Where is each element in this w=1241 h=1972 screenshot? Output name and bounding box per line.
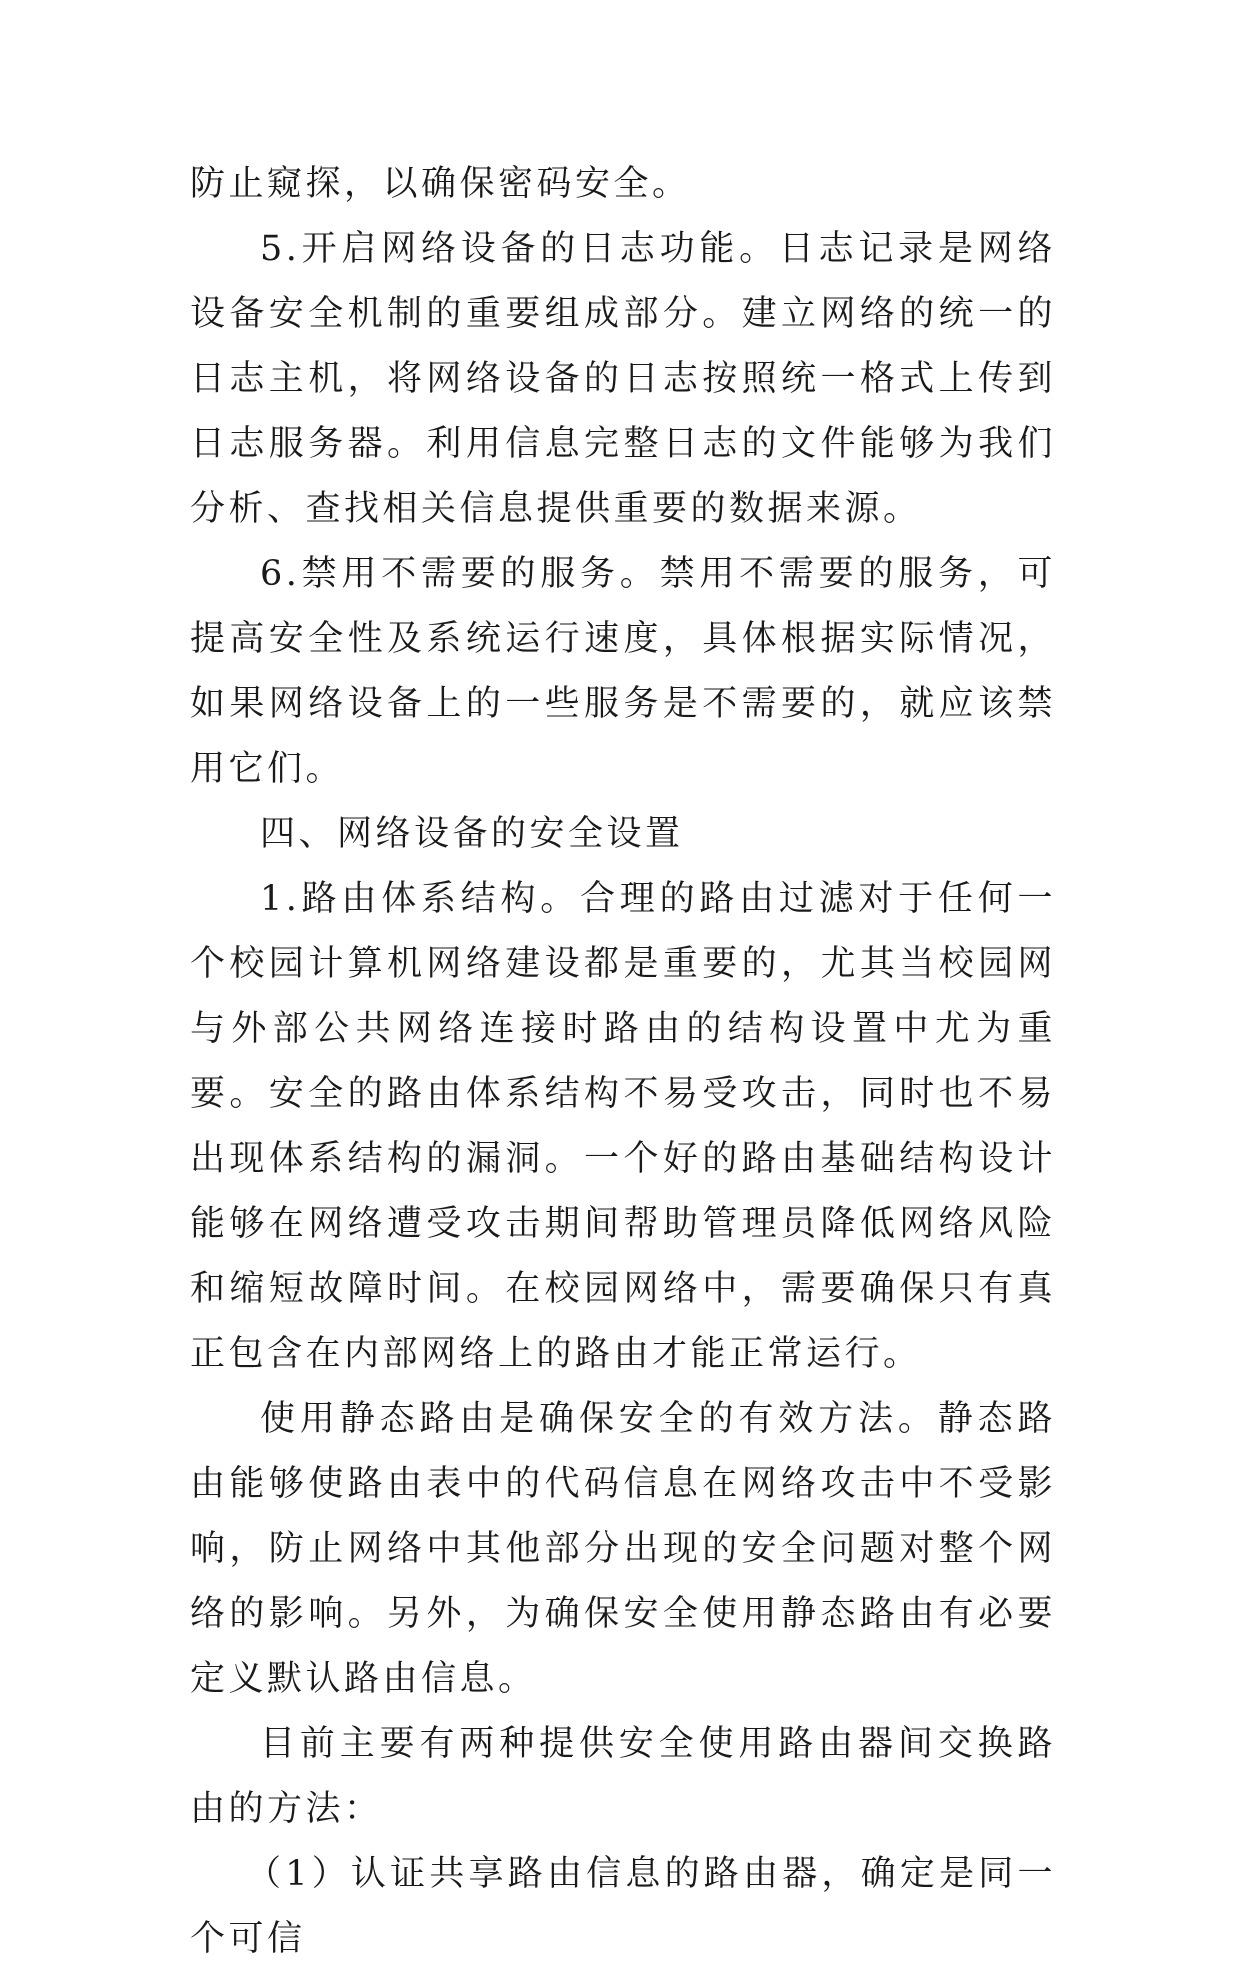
document-body <box>190 152 1056 1972</box>
paragraph-logging: 5.开启网络设备的日志功能。日志记录是网络设备安全机制的重要组成部分。建立网络的统一的日志主机，将网络设备的日志按照统一格式上传到日志服务器。利用信息完整日志的文件能够为我们分析、查找相关信息提供重要的数据来源。 <box>190 229 1056 529</box>
paragraph-routing-architecture: 1.路由体系结构。合理的路由过滤对于任何一个校园计算机网络建设都是重要的，尤其当校园网与外部公共网络连接时路由的结构设置中尤为重要。安全的路由体系结构不易受攻击，同时也不易出现体系结构的漏洞。一个好的路由基础结构设计能够在网络遭受攻击期间帮助管理员降低网络风险和缩短故障时间。在校园网络中，需要确保只有真正包含在内部网络上的路由才能正常运行。 <box>190 879 1056 1374</box>
paragraph-continuation: 防止窥探，以确保密码安全。 <box>190 164 691 204</box>
paragraph-two-methods: 目前主要有两种提供安全使用路由器间交换路由的方法： <box>190 1724 1056 1829</box>
paragraph-disable-services: 6.禁用不需要的服务。禁用不需要的服务，可提高安全性及系统运行速度，具体根据实际情况，如果网络设备上的一些服务是不需要的，就应该禁用它们。 <box>190 554 1056 789</box>
section-heading: 四、网络设备的安全设置 <box>260 814 684 854</box>
list-item-1: （1）认证共享路由信息的路由器，确定是同一个可信 <box>190 1854 1056 1959</box>
paragraph-static-routing: 使用静态路由是确保安全的有效方法。静态路由能够使路由表中的代码信息在网络攻击中不受影响，防止网络中其他部分出现的安全问题对整个网络的影响。另外，为确保安全使用静态路由有必要定义默认路由信息。 <box>190 1399 1056 1699</box>
